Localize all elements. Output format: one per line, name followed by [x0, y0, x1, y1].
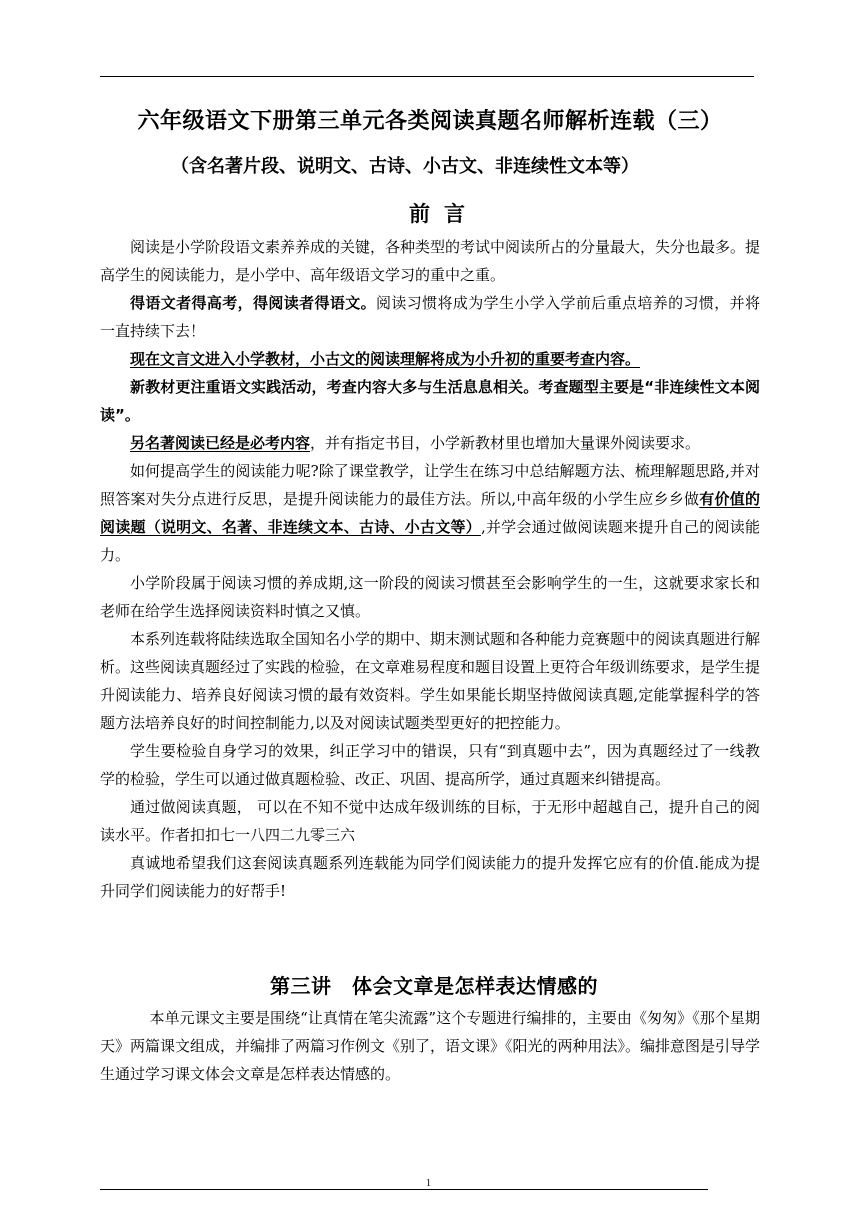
paragraph-text: 本系列连载将陆续选取全国知名小学的期中、期末测试题和各种能力竞赛题中的阅读真题进行解析。这些阅读真题经过了实践的检验，在文章难易程度和题目设置上更符合年级训练要求，是学生提升阅读能力、培养良好阅读习惯的最有效资料。学生如果能长期坚持做阅读真题,定能掌握科学的答题方法培养良好的时间控制能力,以及对阅读试题类型更好的把控能力。	[100, 630, 761, 732]
paragraph	[100, 737, 760, 793]
paragraph	[100, 1004, 760, 1088]
paragraph	[100, 793, 760, 849]
paragraph-text: 通过做阅读真题， 可以在不知不觉中达成年级训练的目标，于无形中超越自己，提升自己的阅读水平。作者扣扣七一八四二九零三六	[100, 798, 760, 844]
paragraph	[100, 457, 760, 569]
paragraph-text: 真诚地希望我们这套阅读真题系列连载能为同学们阅读能力的提升发挥它应有的价值.能成为提升同学们阅读能力的好帮手!	[100, 854, 760, 900]
bold-underlined-text: 另名著阅读已经是必考内容	[130, 434, 311, 452]
preface-body	[100, 233, 760, 905]
paragraph	[100, 849, 760, 905]
paragraph	[100, 429, 760, 457]
footer-rule	[100, 1189, 708, 1190]
paragraph	[100, 373, 760, 429]
preface-heading: 前言	[409, 202, 479, 226]
paragraph-text: 学生要检验自身学习的效果，纠正学习中的错误，只有“到真题中去”，因为真题经过了一线教学的检验，学生可以通过做真题检验、改正、巩固、提高所学，通过真题来纠错提高。	[100, 742, 760, 788]
unit-intro	[100, 1004, 760, 1088]
page-number: 1	[426, 1178, 431, 1189]
paragraph-text: 小学阶段属于阅读习惯的养成期,这一阶段的阅读习惯甚至会影响学生的一生，这就要求家长和老师在给学生选择阅读资料时慎之又慎。	[100, 574, 760, 620]
paragraph-text: 本单元课文主要是围绕“让真情在笔尖流露”这个专题进行编排的，主要由《匆匆》《那个星期天》两篇课文组成，并编排了两篇习作例文《别了，语文课》《阳光的两种用法》。编排意图是引导学生通过学习课文体会文章是怎样表达情感的。	[100, 1009, 761, 1083]
paragraph	[100, 625, 760, 737]
bold-text: 新教材更注重语文实践活动，考查内容大多与生活息息相关。考查题型主要是“非连续性文本阅读”。	[100, 378, 760, 424]
paragraph	[100, 233, 760, 289]
bold-underlined-text: 现在文言文进入小学教材，小古文的阅读理解将成为小升初的重要考查内容。	[130, 350, 641, 368]
paragraph	[100, 569, 760, 625]
paragraph-text: 阅读是小学阶段语文素养养成的关键，各种类型的考试中阅读所占的分量最大，失分也最多。提高学生的阅读能力，是小学中、高年级语文学习的重中之重。	[100, 238, 761, 284]
header-rule	[100, 76, 754, 77]
paragraph-text: 如何提高学生的阅读能力呢?除了课堂教学，让学生在练习中总结解题方法、梳理解题思路,并对照答案对失分点进行反思，是提升阅读能力的最佳方法。所以,中高年级的小学生应乡乡做	[100, 462, 760, 508]
paragraph-text: 阅读习惯将成为学生小学入学前后重点培养的习惯，并将一直持续下去！	[100, 294, 760, 340]
paragraph	[100, 289, 760, 345]
paragraph	[100, 345, 760, 373]
document-subtitle: （含名著片段、说明文、古诗、小古文、非连续性文本等）	[171, 156, 639, 177]
paragraph-text: ，并有指定书目，小学新教材里也增加大量课外阅读要求。	[310, 434, 701, 452]
paragraph-text: ,并学会通过做阅读题来提升自己的阅读能力。	[100, 518, 760, 564]
document-title: 六年级语文下册第三单元各类阅读真题名师解析连载（三）	[137, 109, 723, 134]
bold-text: 得语文者得高考，得阅读者得语文。	[130, 294, 376, 312]
lecture-heading: 第三讲 体会文章是怎样表达情感的	[270, 974, 598, 998]
bold-underlined-text: 有价值的阅读题（说明文、名著、非连续文本、古诗、小古文等）	[100, 490, 760, 536]
